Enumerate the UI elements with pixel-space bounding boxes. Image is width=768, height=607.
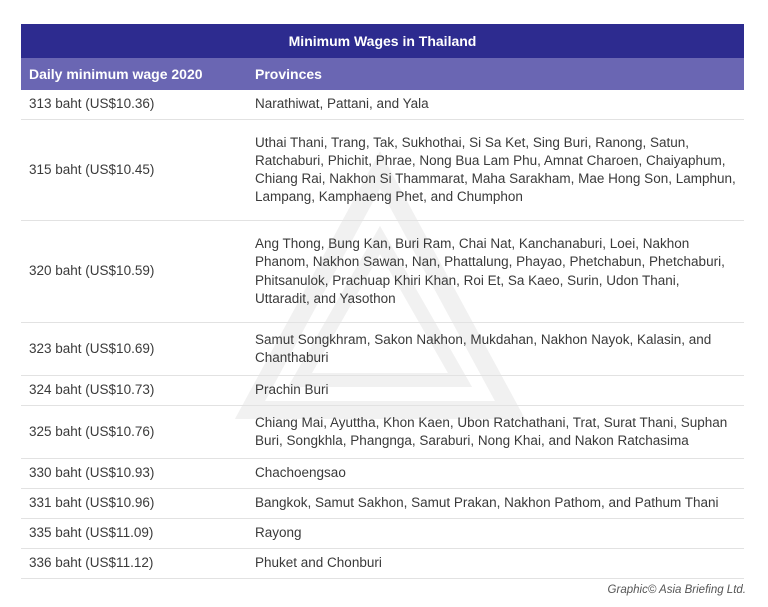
wage-cell: 336 baht (US$11.12) bbox=[29, 555, 154, 571]
table-row bbox=[21, 406, 744, 459]
table-row bbox=[21, 221, 744, 323]
table-row bbox=[21, 120, 744, 221]
table-row bbox=[21, 323, 744, 376]
wage-cell: 330 baht (US$10.93) bbox=[29, 465, 155, 481]
table-row bbox=[21, 489, 744, 519]
table-title: Minimum Wages in Thailand bbox=[21, 24, 744, 58]
header-daily-minimum-wage: Daily minimum wage 2020 bbox=[29, 66, 203, 82]
provinces-cell: Phuket and Chonburi bbox=[255, 555, 382, 571]
wage-cell: 315 baht (US$10.45) bbox=[29, 161, 155, 177]
graphic-credit: Graphic© Asia Briefing Ltd. bbox=[607, 584, 746, 596]
wage-cell: 323 baht (US$10.69) bbox=[29, 340, 155, 356]
wage-cell: 331 baht (US$10.96) bbox=[29, 495, 155, 511]
wage-cell: 325 baht (US$10.76) bbox=[29, 423, 155, 439]
provinces-cell: Chiang Mai, Ayuttha, Khon Kaen, Ubon Ratchathani, Trat, Surat Thani, Suphan Buri, Songkhla, Phangnga, Saraburi, Nong Khai, and Nakon Ratchasima bbox=[255, 414, 728, 448]
table-row bbox=[21, 519, 744, 549]
table-row bbox=[21, 90, 744, 120]
header-provinces: Provinces bbox=[255, 66, 322, 82]
wage-cell: 313 baht (US$10.36) bbox=[29, 96, 155, 112]
wage-cell: 320 baht (US$10.59) bbox=[29, 263, 155, 279]
table-row bbox=[21, 376, 744, 406]
provinces-cell: Ang Thong, Bung Kan, Buri Ram, Chai Nat, Kanchanaburi, Loei, Nakhon Phanom, Nakhon Sawan, Nan, Phattalung, Phayao, Phetchabun, Phetchaburi, Phitsanulok, Prachuap Khiri Khan, Roi Et, Sa Kaeo, Surin, Udon Thani, Uttaradit, and Yasothon bbox=[255, 236, 725, 306]
provinces-cell: Bangkok, Samut Sakhon, Samut Prakan, Nakhon Pathom, and Pathum Thani bbox=[255, 495, 719, 511]
table-row bbox=[21, 549, 744, 579]
provinces-cell: Samut Songkhram, Sakon Nakhon, Mukdahan, Nakhon Nayok, Kalasin, and Chanthaburi bbox=[255, 331, 712, 365]
provinces-cell: Narathiwat, Pattani, and Yala bbox=[255, 96, 429, 112]
wage-cell: 324 baht (US$10.73) bbox=[29, 382, 155, 398]
provinces-cell: Prachin Buri bbox=[255, 382, 329, 398]
provinces-cell: Uthai Thani, Trang, Tak, Sukhothai, Si Sa Ket, Sing Buri, Ranong, Satun, Ratchaburi, Phichit, Phrae, Nong Bua Lam Phu, Amnat Charoen, Chaiyaphum, Chiang Rai, Nakhon Si Thammarat, Maha Sarakham, Mae Hong Son, Lamphun, Lampang, Kamphaeng Phet, and Chumphon bbox=[255, 134, 736, 205]
provinces-cell: Chachoengsao bbox=[255, 465, 346, 481]
minimum-wage-table bbox=[21, 24, 744, 579]
provinces-cell: Rayong bbox=[255, 525, 302, 541]
wage-cell: 335 baht (US$11.09) bbox=[29, 525, 154, 541]
table-header-row bbox=[21, 58, 744, 90]
table-row bbox=[21, 459, 744, 489]
